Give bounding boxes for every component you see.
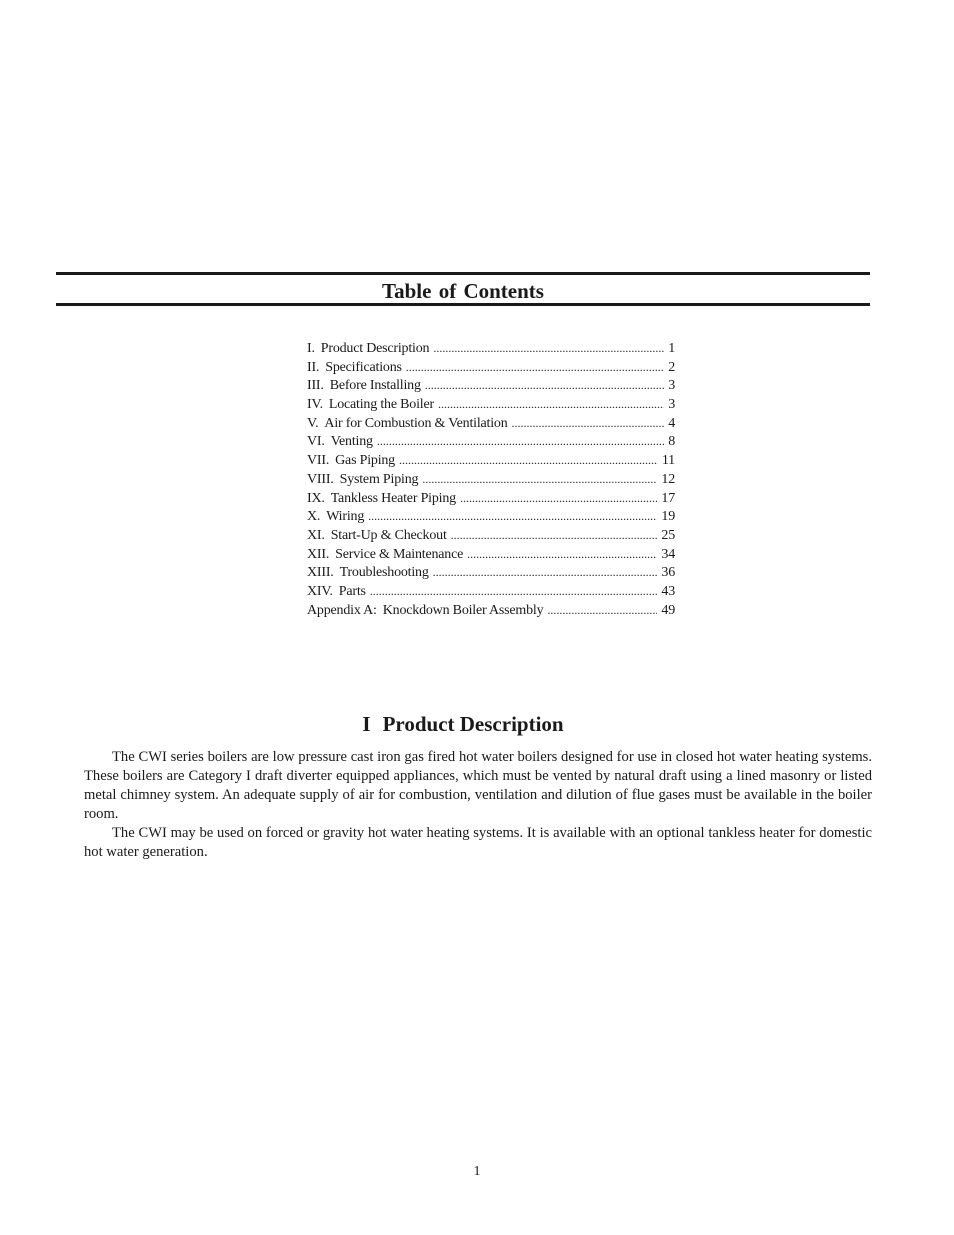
toc-entry-page: 2 bbox=[668, 359, 675, 375]
toc-entry-label: Air for Combustion & Ventilation bbox=[324, 415, 508, 431]
toc-entry bbox=[307, 395, 679, 414]
toc-dot-leader bbox=[433, 339, 664, 358]
toc-dot-leader bbox=[422, 470, 657, 489]
section-heading bbox=[0, 711, 926, 737]
toc-entry bbox=[307, 470, 679, 489]
toc-dot-leader bbox=[399, 451, 658, 470]
toc-entry-page: 3 bbox=[668, 378, 675, 394]
toc-entry-number: II. bbox=[307, 359, 320, 375]
toc-entry bbox=[307, 376, 679, 395]
toc-dot-leader bbox=[368, 507, 657, 526]
toc-entry-page: 25 bbox=[661, 527, 675, 543]
toc-entry-label: Troubleshooting bbox=[339, 565, 429, 581]
toc-title: Table of Contents bbox=[382, 279, 544, 303]
toc-entry-number: V. bbox=[307, 415, 319, 431]
toc-entry-page: 1 bbox=[668, 341, 675, 356]
toc-dot-leader bbox=[425, 376, 664, 395]
toc-entry-number: XII. bbox=[307, 546, 330, 562]
toc-entry bbox=[307, 489, 679, 508]
toc-entry bbox=[307, 358, 679, 377]
toc-entry-page: 3 bbox=[668, 397, 675, 413]
toc-entry-number: Appendix A: bbox=[307, 602, 377, 618]
toc-entry bbox=[307, 563, 679, 582]
toc-entry-number: XIV. bbox=[307, 583, 333, 599]
toc-entry-number: VI. bbox=[307, 434, 325, 450]
toc-entry-number: VIII. bbox=[307, 471, 334, 487]
section-numeral: I bbox=[362, 712, 371, 736]
toc-dot-leader bbox=[467, 545, 657, 564]
toc-entry-page: 8 bbox=[668, 434, 675, 450]
page-number: 1 bbox=[473, 1164, 481, 1179]
toc-entry-number: IX. bbox=[307, 490, 325, 506]
toc-entry-label: Start-Up & Checkout bbox=[330, 527, 447, 543]
toc-entry-page: 12 bbox=[661, 471, 675, 487]
toc-entry-number: XIII. bbox=[307, 565, 334, 581]
toc-entry-number: VII. bbox=[307, 453, 330, 469]
toc-entry-label: Specifications bbox=[325, 359, 402, 375]
toc-entry-page: 17 bbox=[661, 490, 675, 506]
toc-entry-label: Locating the Boiler bbox=[328, 397, 434, 413]
toc-entry bbox=[307, 414, 679, 433]
toc-dot-leader bbox=[451, 526, 658, 545]
toc-dot-leader bbox=[438, 395, 664, 414]
toc-entry-label: Knockdown Boiler Assembly bbox=[382, 602, 544, 618]
toc-entry-label: Gas Piping bbox=[335, 453, 395, 469]
toc-dot-leader bbox=[512, 414, 665, 433]
toc-entry-label: Tankless Heater Piping bbox=[330, 490, 456, 506]
toc-dot-leader bbox=[406, 358, 664, 377]
toc-entry-label: Service & Maintenance bbox=[335, 546, 464, 562]
toc-entry-page: 34 bbox=[661, 546, 675, 562]
toc-entry bbox=[307, 339, 679, 358]
toc-entry-label: Wiring bbox=[326, 509, 365, 525]
toc-header bbox=[56, 272, 870, 306]
toc-entry-label: Parts bbox=[338, 583, 366, 599]
toc-entry-page: 4 bbox=[668, 415, 675, 431]
toc-dot-leader bbox=[433, 563, 658, 582]
toc-entry bbox=[307, 601, 679, 620]
toc-entry-number: I. bbox=[307, 341, 315, 356]
body-paragraph: The CWI may be used on forced or gravity hot water heating systems. It is available with an optional tankless heater for domestic hot water generation. bbox=[84, 824, 872, 860]
section-body bbox=[84, 748, 872, 861]
toc-entry bbox=[307, 451, 679, 470]
section-title: Product Description bbox=[382, 712, 564, 736]
toc-entry-label: Venting bbox=[330, 434, 373, 450]
toc-entry bbox=[307, 545, 679, 564]
toc-entry-page: 11 bbox=[661, 453, 675, 469]
toc-entry-page: 49 bbox=[661, 602, 675, 618]
toc-list bbox=[307, 339, 679, 619]
toc-dot-leader bbox=[370, 582, 658, 601]
toc-entry-page: 43 bbox=[661, 583, 675, 599]
toc-entry-label: Before Installing bbox=[329, 378, 421, 394]
toc-entry-number: X. bbox=[307, 509, 321, 525]
toc-entry-number: IV. bbox=[307, 397, 323, 413]
toc-entry-number: XI. bbox=[307, 527, 325, 543]
toc-entry-label: System Piping bbox=[339, 471, 419, 487]
toc-dot-leader bbox=[460, 489, 657, 508]
toc-entry-page: 19 bbox=[661, 509, 675, 525]
toc-entry bbox=[307, 526, 679, 545]
toc-entry bbox=[307, 507, 679, 526]
toc-entry bbox=[307, 432, 679, 451]
body-paragraph: The CWI series boilers are low pressure cast iron gas fired hot water boilers designed for use in closed hot water heating systems. These boilers are Category I draft diverter equipped appliances, which must be vented by natural draft using a lined masonry or listed metal chimney system. An adequate supply of air for combustion, ventilation and dilution of flue gases must be available in the boiler room. bbox=[84, 749, 872, 822]
toc-entry-page: 36 bbox=[661, 565, 675, 581]
toc-entry-number: III. bbox=[307, 378, 324, 394]
toc-dot-leader bbox=[547, 601, 657, 620]
toc-entry bbox=[307, 582, 679, 601]
toc-entry-label: Product Description bbox=[320, 341, 430, 356]
toc-dot-leader bbox=[377, 432, 664, 451]
